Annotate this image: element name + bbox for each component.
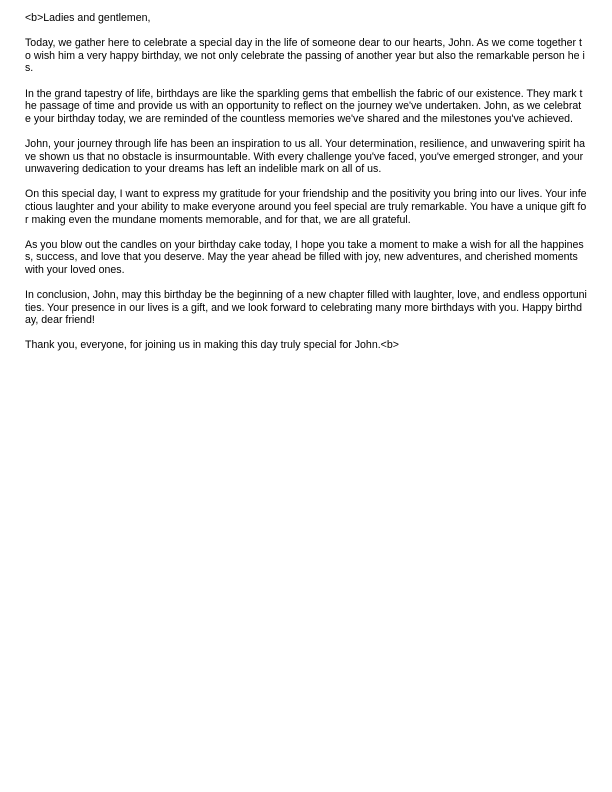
greeting-line: <b>Ladies and gentlemen, [25,12,151,24]
closing-line: Thank you, everyone, for joining us in making this day truly special for John.<b> [25,339,399,352]
speech-text [25,12,587,365]
paragraph-6: In conclusion, John, may this birthday be the beginning of a new chapter filled with laughter, love, and endless opportunities. Your presence in our lives is a gift, and we look forward to celebrating many more birthdays with you. Happy birthday, dear friend! [25,289,587,327]
paragraph-5: As you blow out the candles on your birthday cake today, I hope you take a moment to make a wish for all the happiness, success, and love that you deserve. May the year ahead be filled with joy, new adventures, and cherished moments with your loved ones. [25,238,584,276]
paragraph-1: Today, we gather here to celebrate a special day in the life of someone dear to our hearts, John. As we come together to wish him a very happy birthday, we not only celebrate the passing of another year but also the remarkable person he is. [25,37,585,75]
paragraph-3: John, your journey through life has been an inspiration to us all. Your determination, resilience, and unwavering spirit have shown us that no obstacle is insurmountable. With every challenge you've faced, you've emerged stronger, and your unwavering dedication to your dreams has left an indelible mark on all of us. [25,137,586,176]
paragraph-2: In the grand tapestry of life, birthdays are like the sparkling gems that embellish the fabric of our existence. They mark the passage of time and provide us with an opportunity to reflect on the journey we've undertaken. John, as we celebrate your birthday today, we are reminded of the countless memories we've shared and the milestones you've achieved. [25,87,583,125]
paragraph-4: On this special day, I want to express my gratitude for your friendship and the positivity you bring into our lives. Your infectious laughter and your ability to make everyone around you feel special are truly remarkable. You have a unique gift for making even the mundane moments memorable, and for that, we are all grateful. [25,188,587,226]
